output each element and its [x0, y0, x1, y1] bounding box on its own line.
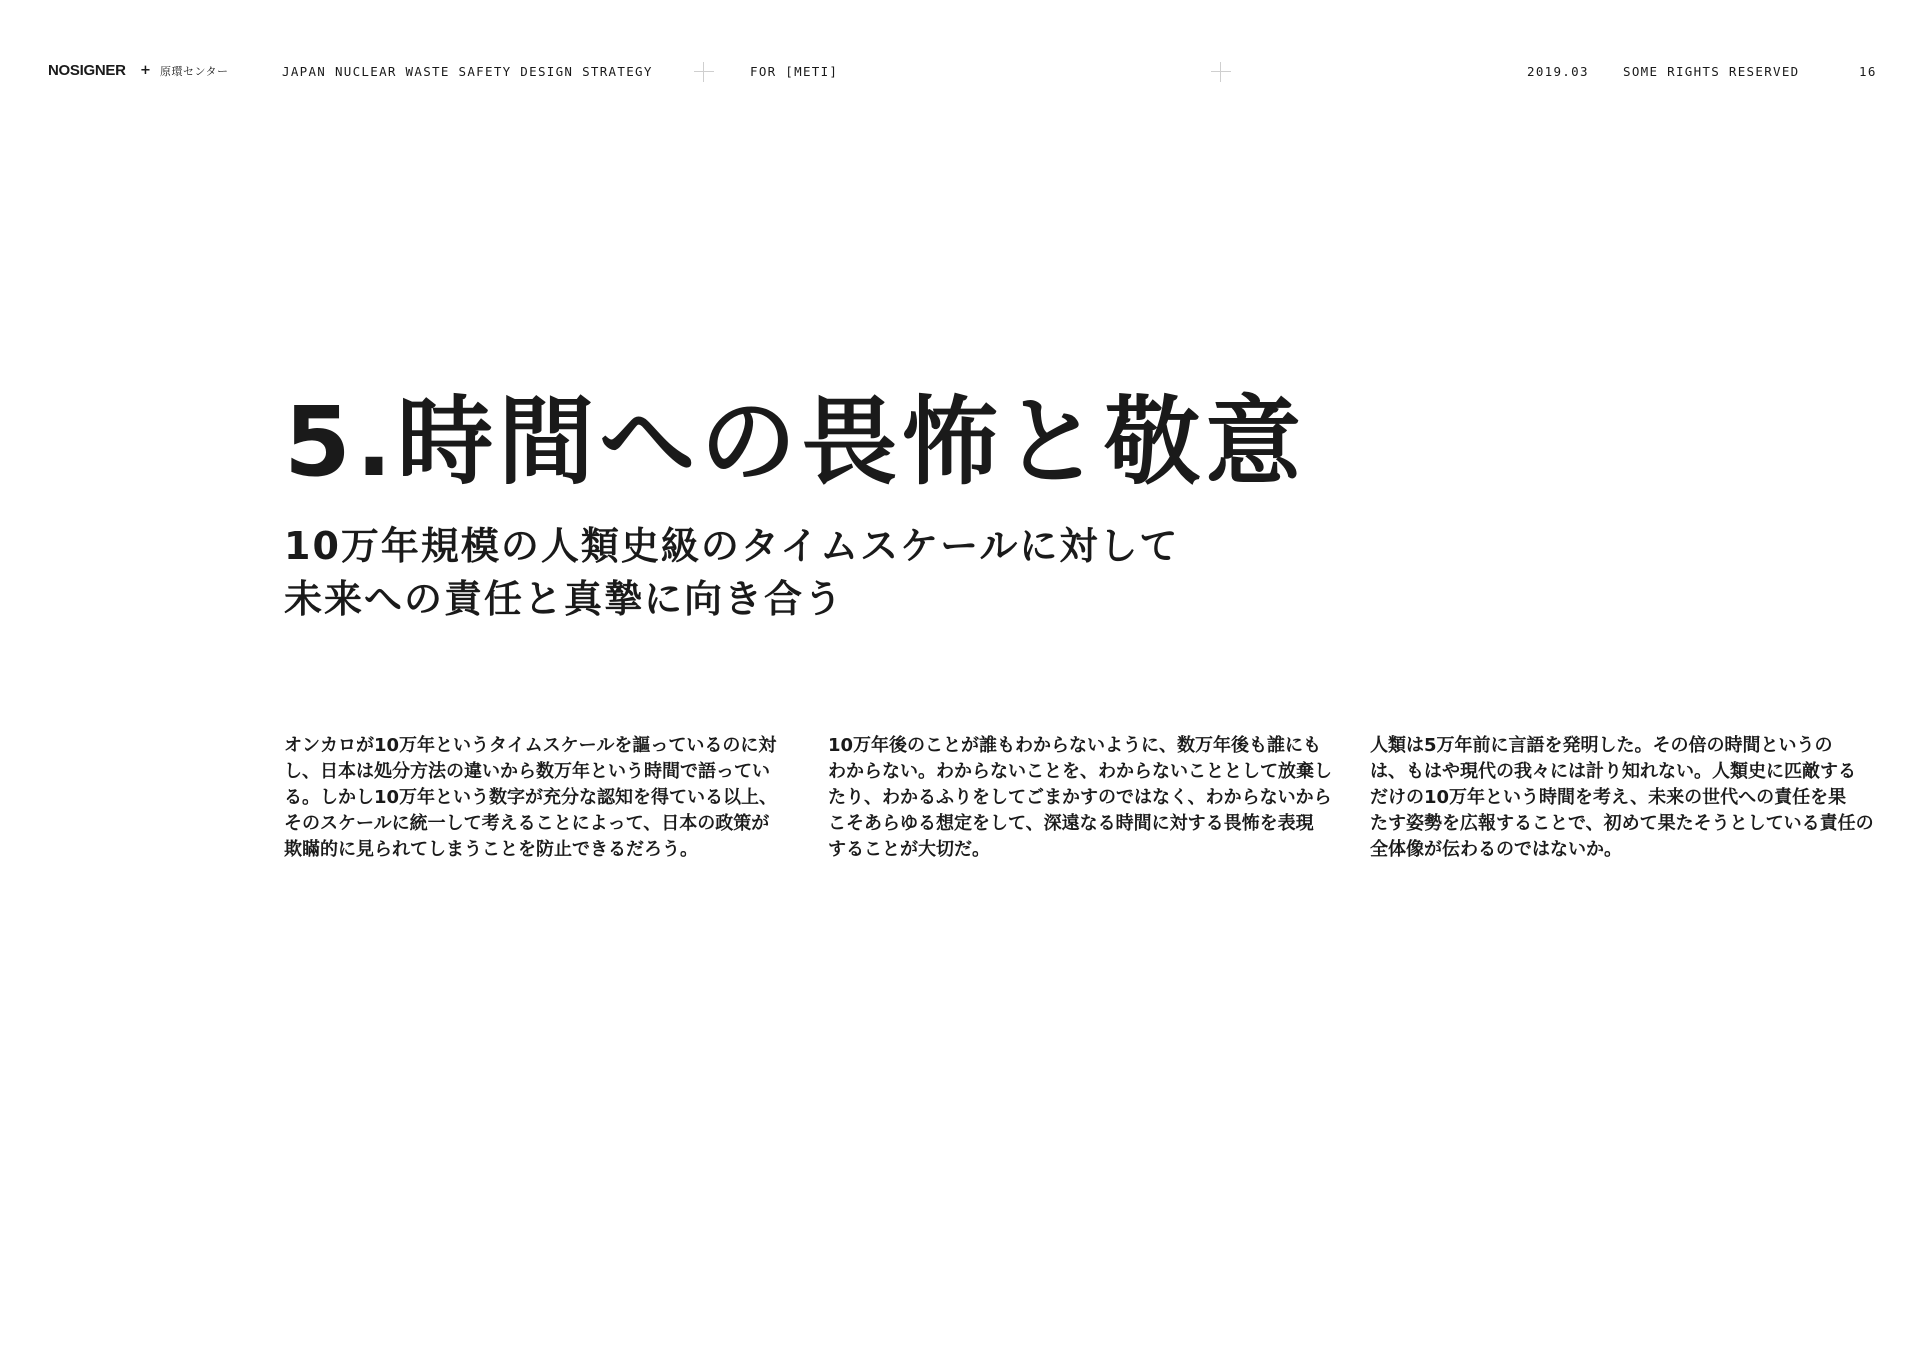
crosshair-icon	[1211, 62, 1231, 82]
project-title: JAPAN NUCLEAR WASTE SAFETY DESIGN STRATEGY	[282, 64, 653, 79]
body-line: たす姿勢を広報することで、初めて果たそうとしている責任の	[1370, 813, 1874, 834]
body-column-2	[828, 733, 1338, 863]
partner-name: 原環センター	[160, 65, 229, 78]
brand-logo: NOSIGNER	[48, 62, 126, 79]
body-line: オンカロが10万年というタイムスケールを謳っているのに対	[284, 735, 777, 756]
crosshair-icon	[694, 62, 714, 82]
body-line: することが大切だ。	[828, 839, 990, 860]
body-line: 人類は5万年前に言語を発明した。その倍の時間というの	[1370, 735, 1833, 756]
body-line: 欺瞞的に見られてしまうことを防止できるだろう。	[284, 839, 698, 860]
body-line: だけの10万年という時間を考え、未来の世代への責任を果	[1370, 787, 1847, 808]
body-line: そのスケールに統一して考えることによって、日本の政策が	[284, 813, 770, 834]
page-header	[0, 0, 1920, 140]
date-label: 2019.03	[1527, 64, 1589, 79]
body-line: たり、わかるふりをしてごまかすのではなく、わからないから	[828, 787, 1332, 808]
brand-separator: +	[140, 63, 151, 78]
body-line: は、もはや現代の我々には計り知れない。人類史に匹敵する	[1370, 761, 1856, 782]
body-line: る。しかし10万年という数字が充分な認知を得ている以上、	[284, 787, 778, 808]
section-subtitle	[284, 520, 1179, 626]
body-line: 全体像が伝わるのではないか。	[1370, 839, 1622, 860]
page-number: 16	[1859, 64, 1877, 79]
subtitle-line: 未来への責任と真摯に向き合う	[284, 577, 845, 621]
subtitle-line: 10万年規模の人類史級のタイムスケールに対して	[284, 524, 1180, 568]
body-column-1	[284, 733, 794, 863]
body-column-3	[1370, 733, 1880, 863]
rights-label: SOME RIGHTS RESERVED	[1623, 64, 1800, 79]
section-title: 5.時間への畏怖と敬意	[284, 386, 1307, 498]
body-line: わからない。わからないことを、わからないこととして放棄し	[828, 761, 1332, 782]
body-line: こそあらゆる想定をして、深遠なる時間に対する畏怖を表現	[828, 813, 1314, 834]
client-label: FOR [METI]	[750, 64, 839, 79]
body-line: し、日本は処分方法の違いから数万年という時間で語ってい	[284, 761, 770, 782]
body-line: 10万年後のことが誰もわからないように、数万年後も誰にも	[828, 735, 1322, 756]
